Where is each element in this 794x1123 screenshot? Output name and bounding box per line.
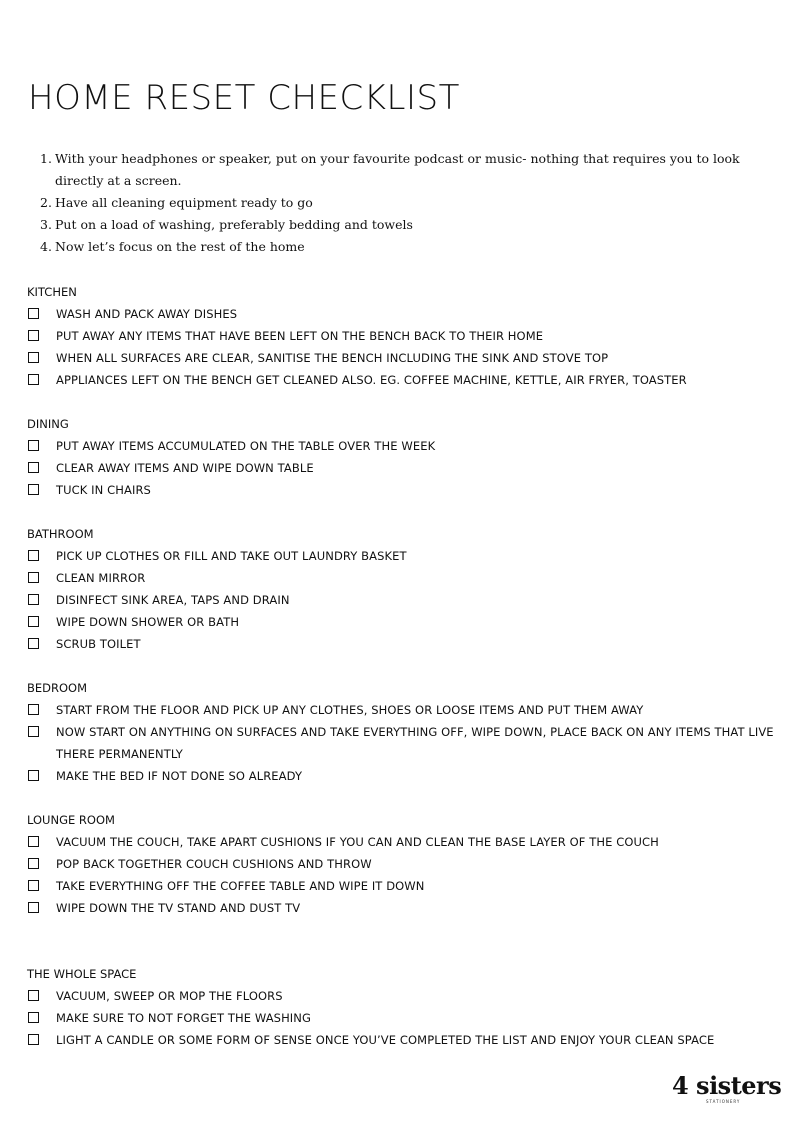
- step-number: 4.: [40, 239, 52, 254]
- checklist-item: [27, 545, 787, 567]
- checklist-item: [27, 831, 787, 853]
- checkbox[interactable]: [28, 484, 39, 495]
- checkbox[interactable]: [28, 704, 39, 715]
- checklist: [27, 303, 787, 391]
- item-label: WASH AND PACK AWAY DISHES: [56, 307, 238, 321]
- item-label: DISINFECT SINK AREA, TAPS AND DRAIN: [56, 593, 290, 607]
- checklist-item: [27, 1007, 787, 1029]
- item-label: CLEAN MIRROR: [56, 571, 146, 585]
- section-bathroom: [27, 523, 787, 655]
- item-label: WIPE DOWN SHOWER OR BATH: [56, 615, 240, 629]
- step-text: Put on a load of washing, preferably bedding and towels: [55, 217, 413, 232]
- section-whole-space: [27, 963, 787, 1051]
- brand-logo: [672, 1071, 782, 1108]
- item-label: VACUUM, SWEEP OR MOP THE FLOORS: [56, 989, 283, 1003]
- checkbox[interactable]: [28, 770, 39, 781]
- item-label: START FROM THE FLOOR AND PICK UP ANY CLOTHES, SHOES OR LOOSE ITEMS AND PUT THEM AWAY: [56, 703, 644, 717]
- checklist-item: [27, 611, 787, 633]
- checkbox[interactable]: [28, 616, 39, 627]
- step-text: With your headphones or speaker, put on your favourite podcast or music- nothing that requires you to look directly at a screen.: [55, 151, 740, 188]
- item-label: APPLIANCES LEFT ON THE BENCH GET CLEANED ALSO. EG. COFFEE MACHINE, KETTLE, AIR FRYER, TOASTER: [56, 373, 687, 387]
- item-label: CLEAR AWAY ITEMS AND WIPE DOWN TABLE: [56, 461, 314, 475]
- section-title: LOUNGE ROOM: [27, 813, 115, 827]
- checkbox[interactable]: [28, 990, 39, 1001]
- intro-step: [40, 214, 780, 236]
- item-label: TAKE EVERYTHING OFF THE COFFEE TABLE AND WIPE IT DOWN: [56, 879, 425, 893]
- item-label: WIPE DOWN THE TV STAND AND DUST TV: [56, 901, 301, 915]
- item-label: MAKE SURE TO NOT FORGET THE WASHING: [56, 1011, 312, 1025]
- checklist-item: [27, 479, 787, 501]
- checkbox[interactable]: [28, 330, 39, 341]
- checklist: [27, 699, 787, 787]
- checkbox[interactable]: [28, 858, 39, 869]
- checklist-item: [27, 435, 787, 457]
- checkbox[interactable]: [28, 462, 39, 473]
- section-lounge-room: [27, 809, 787, 919]
- checklist-item: [27, 589, 787, 611]
- page-title: HOME RESET CHECKLIST: [28, 78, 460, 118]
- checkbox[interactable]: [28, 1012, 39, 1023]
- checklist-item: [27, 457, 787, 479]
- logo-wordmark: 4 sisters: [672, 1071, 782, 1100]
- checkbox[interactable]: [28, 352, 39, 363]
- logo-subtitle: STATIONERY: [706, 1099, 741, 1104]
- item-label: WHEN ALL SURFACES ARE CLEAR, SANITISE THE BENCH INCLUDING THE SINK AND STOVE TOP: [56, 351, 609, 365]
- item-label: MAKE THE BED IF NOT DONE SO ALREADY: [56, 769, 303, 783]
- checklist: [27, 985, 787, 1051]
- intro-step: [40, 192, 780, 214]
- checkbox[interactable]: [28, 726, 39, 737]
- checklist-item: [27, 1029, 787, 1051]
- step-number: 3.: [40, 217, 52, 232]
- checklist-item: [27, 325, 787, 347]
- checklist: [27, 435, 787, 501]
- checklist-item: [27, 347, 787, 369]
- intro-step: [40, 148, 780, 192]
- step-number: 2.: [40, 195, 52, 210]
- checkbox[interactable]: [28, 902, 39, 913]
- checkbox[interactable]: [28, 836, 39, 847]
- checklist: [27, 831, 787, 919]
- item-label: PUT AWAY ANY ITEMS THAT HAVE BEEN LEFT ON THE BENCH BACK TO THEIR HOME: [56, 329, 544, 343]
- checklist-item: [27, 897, 787, 919]
- checkbox[interactable]: [28, 594, 39, 605]
- checkbox[interactable]: [28, 440, 39, 451]
- checklist-item: [27, 303, 787, 325]
- item-label: VACUUM THE COUCH, TAKE APART CUSHIONS IF YOU CAN AND CLEAN THE BASE LAYER OF THE COUCH: [56, 835, 659, 849]
- section-kitchen: [27, 281, 787, 391]
- checkbox[interactable]: [28, 374, 39, 385]
- checklist-item: [27, 567, 787, 589]
- step-number: 1.: [40, 151, 52, 166]
- checklist-item: [27, 985, 787, 1007]
- item-label: PUT AWAY ITEMS ACCUMULATED ON THE TABLE OVER THE WEEK: [56, 439, 436, 453]
- section-title: BEDROOM: [27, 681, 88, 695]
- item-label: POP BACK TOGETHER COUCH CUSHIONS AND THROW: [56, 857, 372, 871]
- checklist-item: [27, 699, 787, 721]
- item-label: TUCK IN CHAIRS: [56, 483, 151, 497]
- checklist-item: [27, 633, 787, 655]
- checklist-item: [27, 875, 787, 897]
- section-dining: [27, 413, 787, 501]
- item-label: PICK UP CLOTHES OR FILL AND TAKE OUT LAUNDRY BASKET: [56, 549, 407, 563]
- checklist-item: [27, 369, 787, 391]
- checklist-item: [27, 721, 787, 765]
- intro-step: [40, 236, 780, 258]
- checklist-item: [27, 765, 787, 787]
- step-text: Now let’s focus on the rest of the home: [55, 239, 305, 254]
- step-text: Have all cleaning equipment ready to go: [55, 195, 313, 210]
- checkbox[interactable]: [28, 1034, 39, 1045]
- checkbox[interactable]: [28, 880, 39, 891]
- section-title: DINING: [27, 417, 69, 431]
- item-label: LIGHT A CANDLE OR SOME FORM OF SENSE ONCE YOU’VE COMPLETED THE LIST AND ENJOY YOUR CLEAN SPACE: [56, 1033, 715, 1047]
- section-title: BATHROOM: [27, 527, 94, 541]
- section-title: THE WHOLE SPACE: [27, 967, 137, 981]
- section-bedroom: [27, 677, 787, 787]
- checkbox[interactable]: [28, 550, 39, 561]
- checkbox[interactable]: [28, 572, 39, 583]
- section-title: KITCHEN: [27, 285, 77, 299]
- item-label: SCRUB TOILET: [56, 637, 141, 651]
- checkbox[interactable]: [28, 308, 39, 319]
- checklist: [27, 545, 787, 655]
- item-label: NOW START ON ANYTHING ON SURFACES AND TAKE EVERYTHING OFF, WIPE DOWN, PLACE BACK ON ANY ITEMS THAT LIVE THERE PERMANENTLY: [56, 725, 774, 761]
- checkbox[interactable]: [28, 638, 39, 649]
- checklist-item: [27, 853, 787, 875]
- intro-list: [40, 148, 780, 258]
